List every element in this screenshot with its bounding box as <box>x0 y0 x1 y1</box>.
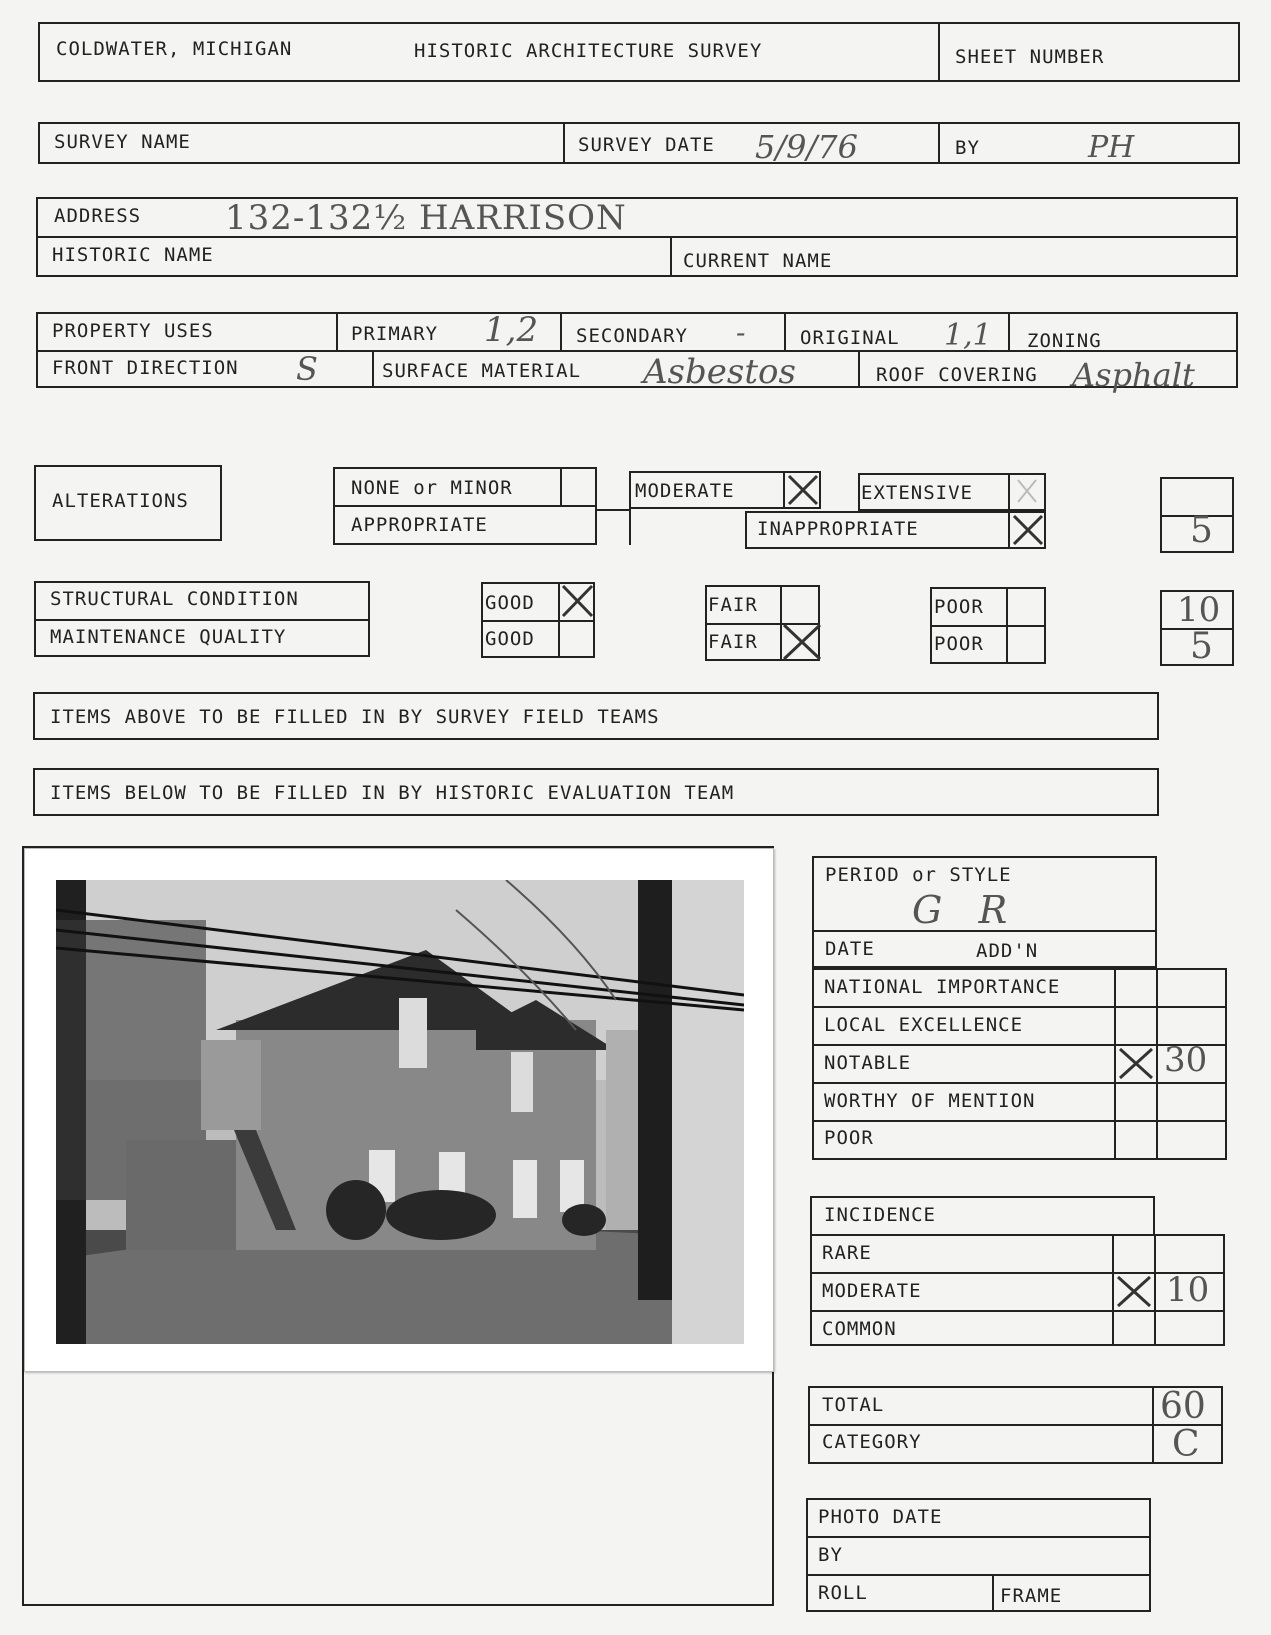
rare-label: RARE <box>822 1242 872 1264</box>
incidence-moderate-check <box>1114 1273 1154 1310</box>
fair-maintenance-label: FAIR <box>708 631 758 653</box>
roof-covering-value: Asphalt <box>1072 356 1195 394</box>
primary-value: 1,2 <box>484 310 539 350</box>
survey-date-value: 5/9/76 <box>755 128 858 166</box>
fair-maintenance-check <box>780 621 824 663</box>
good-maintenance-label: GOOD <box>485 628 535 650</box>
current-name-label: CURRENT NAME <box>683 250 833 272</box>
alterations-score: 5 <box>1190 510 1213 551</box>
total-value: 60 <box>1160 1386 1206 1427</box>
address-label: ADDRESS <box>54 205 142 227</box>
worthy-of-mention-label: WORTHY OF MENTION <box>824 1090 1036 1112</box>
survey-name-label: SURVEY NAME <box>54 131 191 153</box>
structural-condition-label: STRUCTURAL CONDITION <box>50 588 299 610</box>
poor-maintenance-label: POOR <box>934 633 984 655</box>
inappropriate-label: INAPPROPRIATE <box>757 518 919 540</box>
category-value: C <box>1172 1424 1200 1465</box>
total-label: TOTAL <box>822 1394 885 1416</box>
header-title: HISTORIC ARCHITECTURE SURVEY <box>414 40 763 62</box>
photo-date-label: PHOTO DATE <box>818 1506 943 1528</box>
maintenance-quality-label: MAINTENANCE QUALITY <box>50 626 287 648</box>
front-direction-label: FRONT DIRECTION <box>52 357 239 379</box>
sheet-number-label: SHEET NUMBER <box>955 46 1105 68</box>
primary-label: PRIMARY <box>351 323 439 345</box>
zoning-label: ZONING <box>1027 330 1102 352</box>
secondary-label: SECONDARY <box>576 325 688 347</box>
survey-date-label: SURVEY DATE <box>578 134 715 156</box>
alterations-label: ALTERATIONS <box>52 490 189 512</box>
none-minor-label: NONE or MINOR <box>351 477 513 499</box>
note-below: ITEMS BELOW TO BE FILLED IN BY HISTORIC EVALUATION TEAM <box>50 782 735 804</box>
roof-covering-label: ROOF COVERING <box>876 364 1038 386</box>
survey-by-value: PH <box>1088 130 1135 165</box>
property-uses-label: PROPERTY USES <box>52 320 214 342</box>
national-importance-label: NATIONAL IMPORTANCE <box>824 976 1061 998</box>
roll-label: ROLL <box>818 1582 868 1604</box>
survey-by-label: BY <box>955 137 980 159</box>
moderate-label: MODERATE <box>635 480 735 502</box>
good-structural-check <box>560 583 595 619</box>
address-value: 132-132½ HARRISON <box>225 198 627 238</box>
maintenance-score: 5 <box>1190 626 1213 667</box>
frame-label: FRAME <box>1000 1585 1063 1607</box>
eval-date-label: DATE <box>825 938 875 960</box>
front-direction-value: S <box>296 350 318 388</box>
notable-check <box>1116 1045 1156 1082</box>
original-value: 1,1 <box>944 318 992 353</box>
local-excellence-label: LOCAL EXCELLENCE <box>824 1014 1024 1036</box>
extensive-label: EXTENSIVE <box>861 482 973 504</box>
eval-date-value: ADD'N <box>976 940 1039 962</box>
building-photo <box>56 880 744 1344</box>
fair-structural-label: FAIR <box>708 594 758 616</box>
extensive-check-faint <box>1014 476 1040 506</box>
header-divider <box>938 22 940 82</box>
moderate-check <box>785 472 821 508</box>
period-style-value: G R <box>912 888 1008 932</box>
surface-material-value: Asbestos <box>643 352 796 392</box>
note-above: ITEMS ABOVE TO BE FILLED IN BY SURVEY FIELD TEAMS <box>50 706 660 728</box>
original-label: ORIGINAL <box>800 327 900 349</box>
appropriate-label: APPROPRIATE <box>351 514 488 536</box>
header-city: COLDWATER, MICHIGAN <box>56 38 293 60</box>
eval-poor-label: POOR <box>824 1127 874 1149</box>
notable-score: 30 <box>1164 1040 1208 1080</box>
secondary-value: - <box>736 316 746 349</box>
photo-by-label: BY <box>818 1544 843 1566</box>
common-label: COMMON <box>822 1318 897 1340</box>
poor-structural-label: POOR <box>934 596 984 618</box>
historic-name-label: HISTORIC NAME <box>52 244 214 266</box>
structural-score: 10 <box>1177 590 1221 630</box>
good-structural-label: GOOD <box>485 592 535 614</box>
incidence-moderate-score: 10 <box>1166 1270 1210 1310</box>
incidence-moderate-label: MODERATE <box>822 1280 922 1302</box>
period-style-label: PERIOD or STYLE <box>825 864 1012 886</box>
incidence-label: INCIDENCE <box>824 1204 936 1226</box>
surface-material-label: SURFACE MATERIAL <box>382 360 582 382</box>
inappropriate-check <box>1010 512 1046 548</box>
notable-label: NOTABLE <box>824 1052 912 1074</box>
category-label: CATEGORY <box>822 1431 922 1453</box>
